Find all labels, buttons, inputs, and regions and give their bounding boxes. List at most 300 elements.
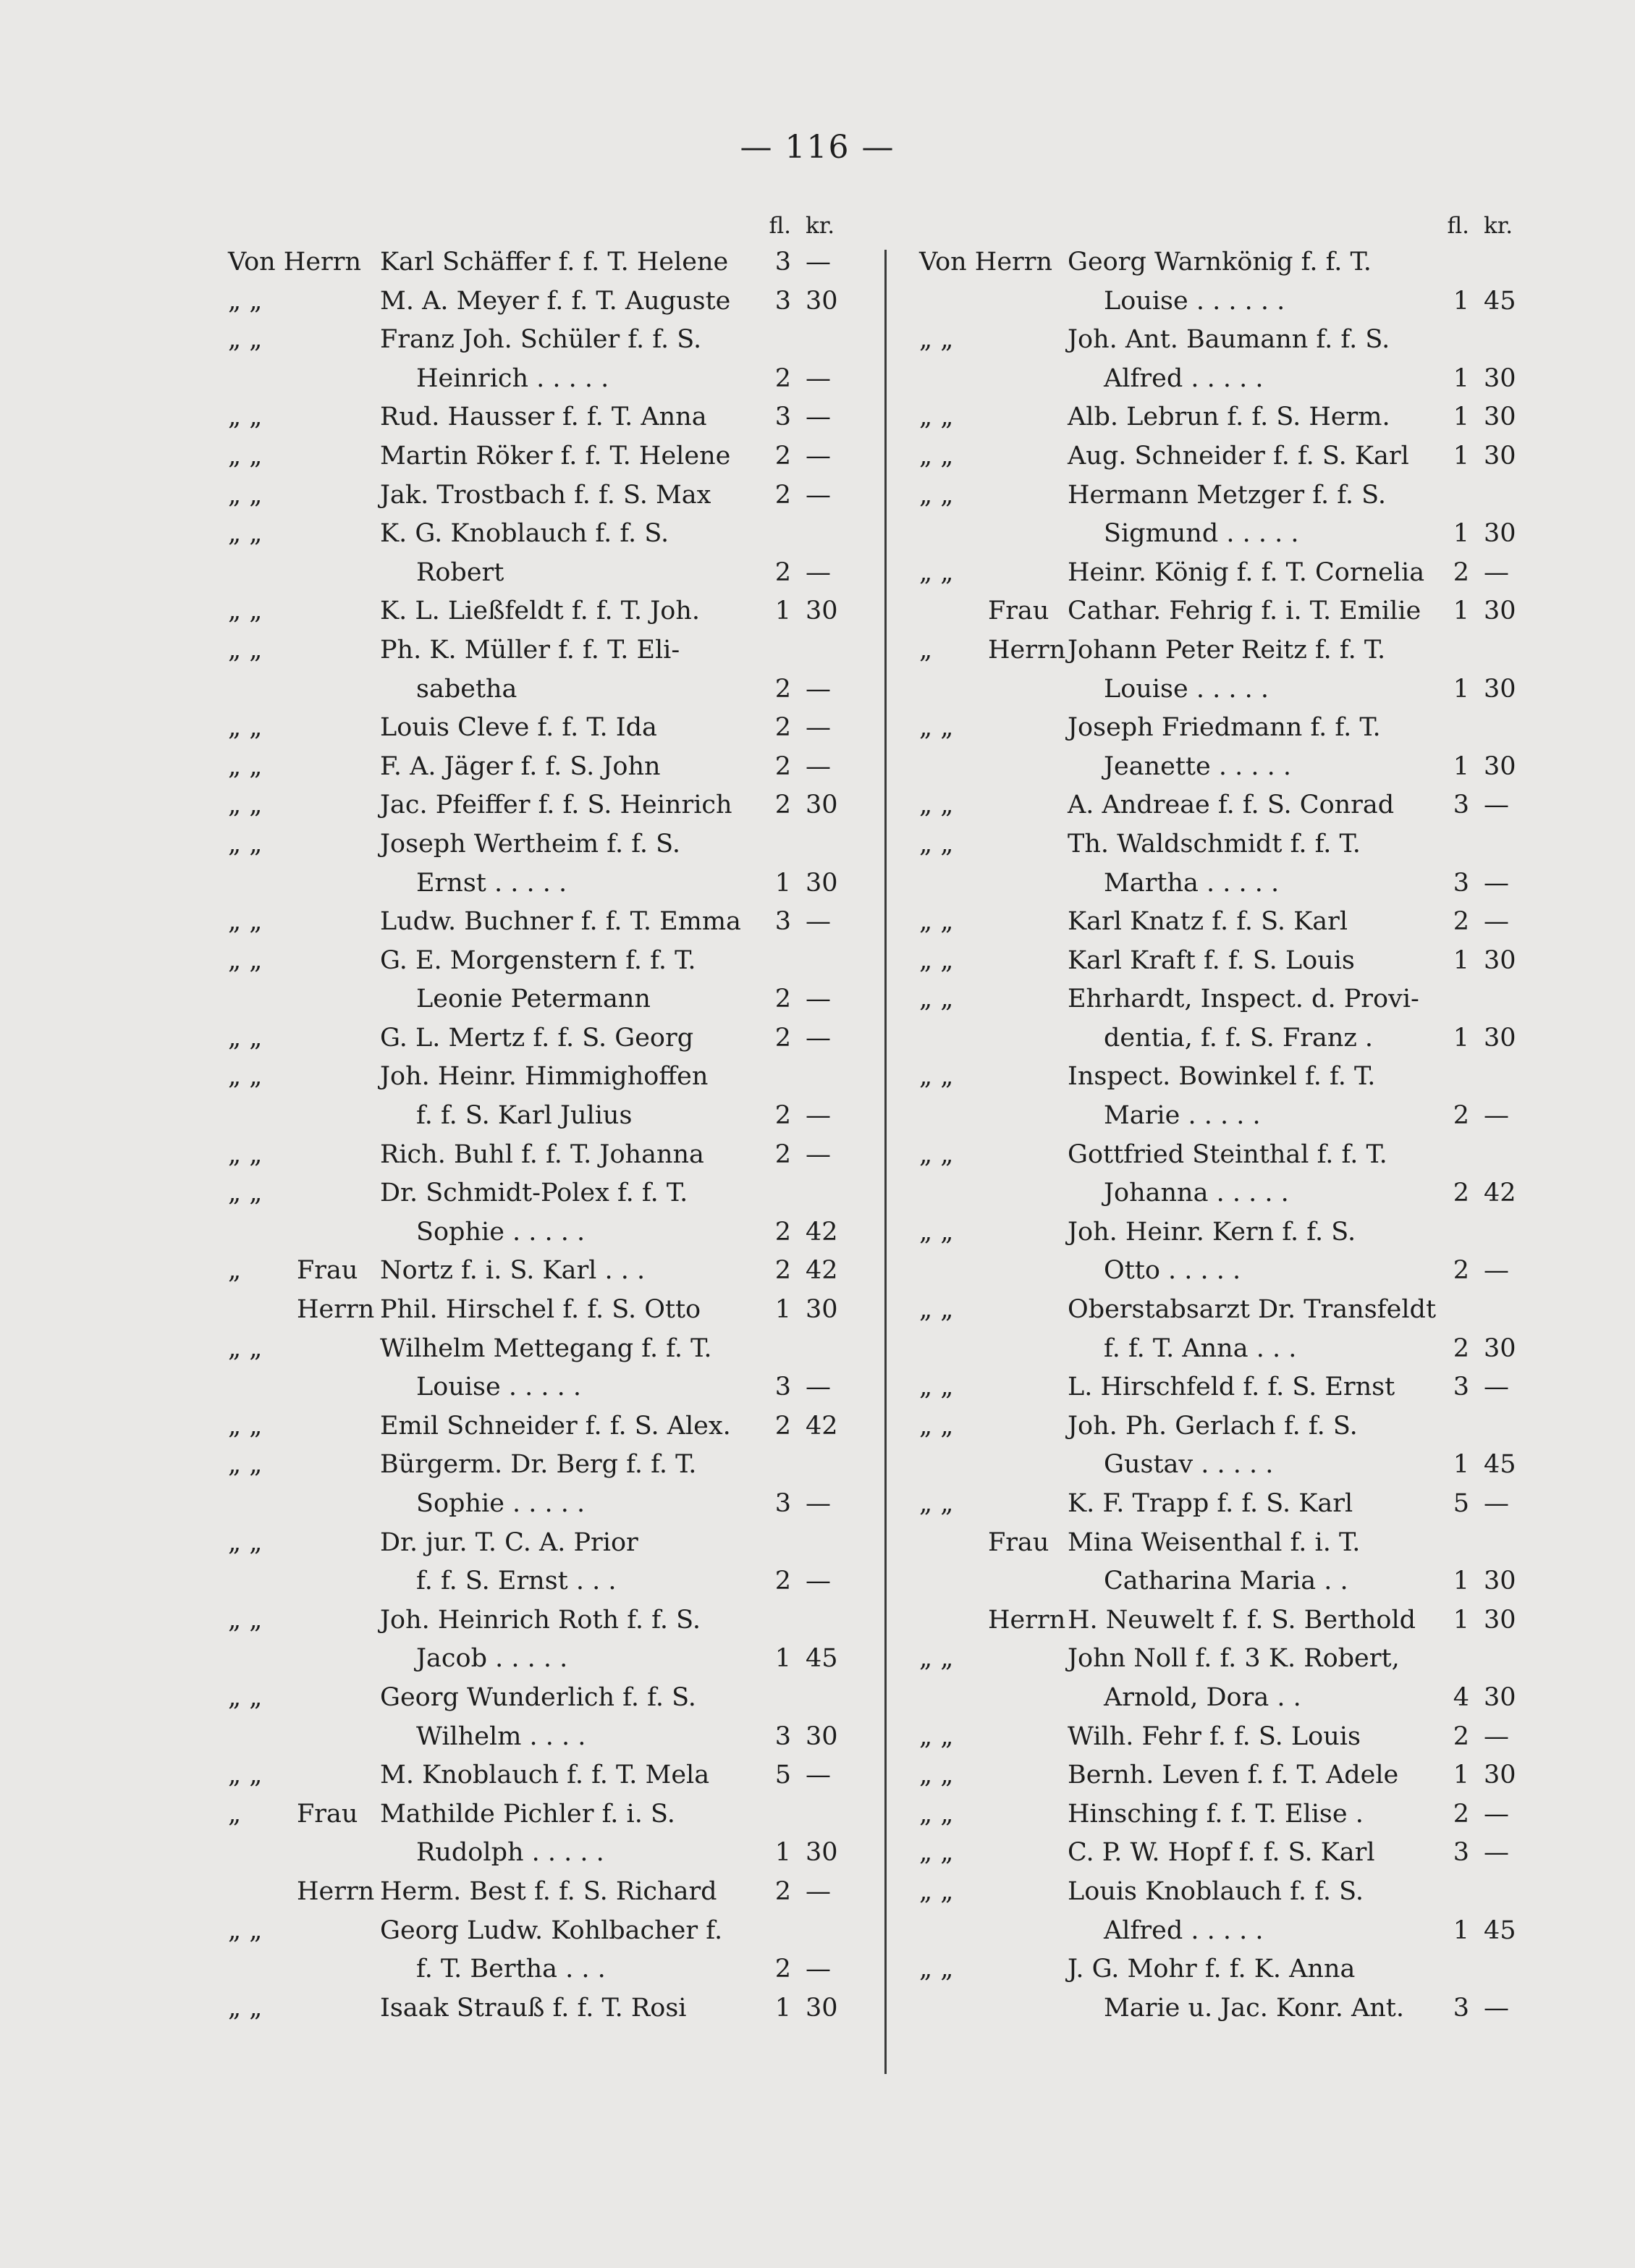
entry-prefix: „ „ (919, 1876, 954, 1906)
entry-prefix: „ „ (228, 1023, 263, 1053)
entry-florin: 1 (774, 1993, 791, 2023)
entry-row (919, 1562, 1542, 1601)
right-column (919, 210, 1542, 2028)
entry-row (228, 1718, 872, 1757)
entry-name: Joh. Heinr. Kern f. f. S. (1068, 1217, 1356, 1247)
entry-name: Nortz f. i. S. Karl . . . (380, 1256, 646, 1286)
entry-name: Gustav . . . . . (1104, 1450, 1274, 1480)
entry-row (228, 1097, 872, 1136)
left-column (228, 210, 872, 2028)
entry-name: Robert (416, 557, 504, 587)
entry-prefix: „ (228, 1799, 242, 1829)
entry-name: Herm. Best f. f. S. Richard (380, 1876, 717, 1906)
entry-name: Dr. Schmidt-Polex f. f. T. (380, 1179, 688, 1208)
entry-prefix: „ „ (228, 286, 263, 316)
entry-kreuzer: 45 (806, 1644, 838, 1674)
entry-prefix: „ „ (228, 1411, 263, 1441)
entry-row (919, 748, 1542, 787)
entry-kreuzer: 30 (1484, 751, 1516, 781)
entry-kreuzer: 30 (1484, 945, 1516, 975)
entry-name: Isaak Strauß f. f. T. Rosi (380, 1993, 687, 2023)
entry-kreuzer: — (806, 985, 831, 1014)
entry-florin: 3 (1453, 1373, 1469, 1402)
entry-name: Sophie . . . . . (416, 1489, 586, 1518)
entry-prefix: „ „ (919, 1799, 954, 1829)
entry-row (919, 360, 1542, 399)
entry-name: Bürgerm. Dr. Berg f. f. T. (380, 1450, 697, 1480)
entry-florin: 2 (1453, 1101, 1469, 1131)
entry-prefix: „ „ (228, 1179, 263, 1208)
entry-name: G. L. Mertz f. f. S. Georg (380, 1023, 694, 1053)
entry-florin: 2 (1453, 907, 1469, 937)
entry-name: Wilhelm . . . . (416, 1721, 586, 1751)
entry-row (919, 1058, 1542, 1097)
entry-kreuzer: — (1484, 1838, 1509, 1868)
entry-kreuzer: — (806, 1761, 831, 1790)
entry-row (919, 670, 1542, 709)
entry-name: dentia, f. f. S. Franz . (1104, 1023, 1374, 1053)
entry-name: Ernst . . . . . (416, 868, 567, 898)
entry-name: Emil Schneider f. f. S. Alex. (380, 1411, 731, 1441)
entry-prefix: „ „ (228, 519, 263, 549)
entry-prefix: „ „ (228, 1450, 263, 1480)
entry-row (228, 786, 872, 825)
entry-name: H. Neuwelt f. f. S. Berthold (1068, 1605, 1416, 1635)
entry-row (919, 1756, 1542, 1795)
entry-florin: 3 (774, 907, 791, 937)
entry-florin: 5 (1453, 1489, 1469, 1518)
entry-name: Johanna . . . . . (1104, 1179, 1289, 1208)
entry-florin: 2 (774, 791, 791, 820)
entry-florin: 2 (774, 985, 791, 1014)
entry-prefix: „ „ (228, 751, 263, 781)
entry-prefix: „ „ (228, 713, 263, 743)
fl-header: fl. (769, 213, 791, 239)
entry-name: M. Knoblauch f. f. T. Mela (380, 1761, 710, 1790)
entry-row (228, 1679, 872, 1718)
entry-row (919, 1601, 1542, 1640)
entry-row (919, 1640, 1542, 1679)
entry-name: Marie . . . . . (1104, 1101, 1261, 1131)
entry-row (228, 1601, 872, 1640)
entry-florin: 3 (1453, 868, 1469, 898)
entry-prefix: „ „ (228, 1682, 263, 1712)
entry-row (228, 1524, 872, 1563)
entry-name: John Noll f. f. 3 K. Robert, (1068, 1644, 1400, 1674)
entry-prefix: „ „ (919, 325, 954, 355)
entry-row (228, 709, 872, 748)
entry-row (228, 1368, 872, 1407)
entry-row (919, 1291, 1542, 1330)
entry-row (228, 321, 872, 360)
entry-prefix: „ (228, 1256, 242, 1286)
column-header (228, 210, 872, 243)
entry-florin: 1 (1453, 1605, 1469, 1635)
entry-kreuzer: 30 (806, 1838, 838, 1868)
entry-prefix: „ „ (228, 1062, 263, 1092)
entry-kreuzer: 42 (806, 1256, 838, 1286)
entry-row (919, 1019, 1542, 1058)
entry-prefix: „ „ (919, 945, 954, 975)
entry-name: Rud. Hausser f. f. T. Anna (380, 402, 707, 432)
entry-florin: 2 (774, 1411, 791, 1441)
entry-prefix: „ „ (919, 713, 954, 743)
entry-row (228, 1562, 872, 1601)
entry-prefix: „ „ (228, 1761, 263, 1790)
entry-row (228, 1252, 872, 1291)
entry-kreuzer: 45 (1484, 1450, 1516, 1480)
entry-row (919, 825, 1542, 864)
entry-row (919, 398, 1542, 437)
entry-kreuzer: — (806, 402, 831, 432)
entry-kreuzer: — (1484, 1373, 1509, 1402)
entry-name: Martha . . . . . (1104, 868, 1280, 898)
entry-florin: 2 (774, 1256, 791, 1286)
entry-florin: 2 (774, 674, 791, 704)
entry-kreuzer: — (1484, 907, 1509, 937)
entry-florin: 1 (774, 596, 791, 626)
entry-name: Johann Peter Reitz f. f. T. (1068, 635, 1386, 665)
entry-prefix: „ „ (919, 829, 954, 859)
entry-title: Frau (988, 1527, 1049, 1557)
entry-prefix: „ „ (228, 945, 263, 975)
entry-row (228, 1873, 872, 1912)
entry-florin: 2 (1453, 1799, 1469, 1829)
entry-prefix: „ „ (228, 1139, 263, 1169)
entry-kreuzer: 42 (806, 1217, 838, 1247)
entry-florin: 3 (774, 1489, 791, 1518)
entry-kreuzer: — (806, 1139, 831, 1169)
entry-row (919, 1252, 1542, 1291)
entry-row (228, 360, 872, 399)
entry-prefix: „ „ (228, 1333, 263, 1363)
entry-row (919, 1330, 1542, 1369)
entry-kreuzer: — (806, 363, 831, 393)
entry-kreuzer: — (1484, 868, 1509, 898)
entry-kreuzer: — (806, 1489, 831, 1518)
entry-prefix: „ „ (919, 1411, 954, 1441)
page-number: — 116 — (740, 129, 895, 166)
entry-row (919, 1213, 1542, 1252)
entry-prefix: „ „ (919, 1217, 954, 1247)
entry-prefix: „ „ (228, 907, 263, 937)
entry-title: Herrn (988, 635, 1066, 665)
entry-florin: 1 (774, 1295, 791, 1325)
entry-florin: 2 (774, 1101, 791, 1131)
entry-row (919, 1950, 1542, 1989)
entry-name: A. Andreae f. f. S. Conrad (1068, 791, 1395, 820)
entry-prefix: Von Herrn (228, 248, 362, 277)
entry-prefix: „ „ (228, 596, 263, 626)
entry-name: Joh. Ph. Gerlach f. f. S. (1068, 1411, 1358, 1441)
right-entries (919, 243, 1542, 2028)
entry-kreuzer: 30 (806, 1721, 838, 1751)
entry-title: Herrn (988, 1605, 1066, 1635)
entry-florin: 2 (774, 713, 791, 743)
entry-row (919, 786, 1542, 825)
entry-florin: 3 (774, 1373, 791, 1402)
entry-name: Jak. Trostbach f. f. S. Max (380, 480, 711, 510)
entry-name: Heinrich . . . . . (416, 363, 609, 393)
entry-row (919, 942, 1542, 981)
entry-kreuzer: — (806, 674, 831, 704)
entry-name: Jacob . . . . . (416, 1644, 568, 1674)
entry-row (919, 321, 1542, 360)
entry-florin: 3 (774, 402, 791, 432)
entry-prefix: „ „ (228, 635, 263, 665)
entry-name: Aug. Schneider f. f. S. Karl (1068, 441, 1409, 471)
entry-kreuzer: — (1484, 1799, 1509, 1829)
entry-prefix: „ „ (228, 1527, 263, 1557)
entry-kreuzer: 30 (806, 596, 838, 626)
entry-name: Georg Warnkönig f. f. T. (1068, 248, 1372, 277)
entry-prefix: „ „ (919, 1489, 954, 1518)
entry-kreuzer: — (806, 907, 831, 937)
entry-prefix: „ „ (919, 1139, 954, 1169)
entry-name: Sophie . . . . . (416, 1217, 586, 1247)
entry-prefix: „ „ (228, 791, 263, 820)
entry-row (228, 1136, 872, 1175)
entry-florin: 1 (1453, 441, 1469, 471)
entry-name: f. f. S. Karl Julius (416, 1101, 633, 1131)
entry-kreuzer: — (806, 480, 831, 510)
entry-kreuzer: — (1484, 1256, 1509, 1286)
entry-name: Heinr. König f. f. T. Cornelia (1068, 557, 1425, 587)
entry-name: Alfred . . . . . (1104, 1915, 1264, 1945)
entry-row (228, 1330, 872, 1369)
entry-kreuzer: 30 (806, 286, 838, 316)
entry-florin: 2 (1453, 1721, 1469, 1751)
entry-row (228, 1446, 872, 1485)
entry-title: Herrn (297, 1295, 375, 1325)
entry-florin: 1 (1453, 402, 1469, 432)
entry-row (919, 1136, 1542, 1175)
entry-name: Gottfried Steinthal f. f. T. (1068, 1139, 1387, 1169)
entry-kreuzer: — (1484, 1489, 1509, 1518)
entry-kreuzer: — (806, 1955, 831, 1984)
entry-kreuzer: — (806, 1876, 831, 1906)
entry-kreuzer: — (1484, 1993, 1509, 2023)
entry-florin: 2 (774, 1217, 791, 1247)
entry-row (228, 1291, 872, 1330)
entry-prefix: Von Herrn (919, 248, 1053, 277)
entry-kreuzer: 30 (1484, 1761, 1516, 1790)
entry-row (228, 243, 872, 282)
entry-prefix: „ „ (919, 557, 954, 587)
entry-florin: 2 (1453, 1179, 1469, 1208)
entry-kreuzer: 30 (806, 1295, 838, 1325)
entry-name: Hermann Metzger f. f. S. (1068, 480, 1387, 510)
entry-title: Herrn (297, 1876, 375, 1906)
entry-prefix: „ „ (919, 441, 954, 471)
entry-row (919, 903, 1542, 942)
entry-row (228, 903, 872, 942)
entry-florin: 1 (1453, 1450, 1469, 1480)
entry-florin: 1 (1453, 945, 1469, 975)
entry-row (919, 282, 1542, 321)
entry-kreuzer: — (806, 713, 831, 743)
entry-row (919, 1795, 1542, 1834)
entry-row (228, 1019, 872, 1058)
entry-title: Frau (988, 596, 1049, 626)
entry-name: K. F. Trapp f. f. S. Karl (1068, 1489, 1353, 1518)
entry-prefix: „ „ (228, 1605, 263, 1635)
entry-name: Bernh. Leven f. f. T. Adele (1068, 1761, 1399, 1790)
entry-florin: 2 (774, 480, 791, 510)
entry-name: sabetha (416, 674, 517, 704)
entry-name: Jeanette . . . . . (1104, 751, 1291, 781)
entry-row (228, 1213, 872, 1252)
entry-row (919, 1912, 1542, 1951)
entry-row (228, 1485, 872, 1524)
entry-name: C. P. W. Hopf f. f. S. Karl (1068, 1838, 1375, 1868)
entry-prefix: „ (919, 635, 933, 665)
entry-row (919, 515, 1542, 554)
entry-kreuzer: — (806, 557, 831, 587)
entry-row (228, 1795, 872, 1834)
entry-name: Th. Waldschmidt f. f. T. (1068, 829, 1361, 859)
entry-name: K. L. Ließfeldt f. f. T. Joh. (380, 596, 701, 626)
entry-name: M. A. Meyer f. f. T. Auguste (380, 286, 731, 316)
entry-kreuzer: — (806, 248, 831, 277)
entry-kreuzer: 30 (1484, 1333, 1516, 1363)
entry-kreuzer: 42 (806, 1411, 838, 1441)
entry-row (919, 1679, 1542, 1718)
entry-prefix: „ „ (919, 907, 954, 937)
entry-name: Dr. jur. T. C. A. Prior (380, 1527, 638, 1557)
entry-kreuzer: — (1484, 1721, 1509, 1751)
entry-name: Joseph Friedmann f. f. T. (1068, 713, 1381, 743)
entry-florin: 1 (1453, 363, 1469, 393)
entry-row (228, 1640, 872, 1679)
entry-name: Wilhelm Mettegang f. f. T. (380, 1333, 712, 1363)
entry-prefix: „ „ (228, 325, 263, 355)
entry-kreuzer: 30 (1484, 402, 1516, 432)
entry-florin: 5 (774, 1761, 791, 1790)
entry-row (919, 476, 1542, 515)
entry-name: Ehrhardt, Inspect. d. Provi- (1068, 985, 1419, 1014)
left-entries (228, 243, 872, 2028)
entry-kreuzer: 30 (806, 1993, 838, 2023)
entry-florin: 1 (1453, 519, 1469, 549)
entry-name: Arnold, Dora . . (1104, 1682, 1301, 1712)
entry-row (919, 631, 1542, 670)
entry-row (919, 1718, 1542, 1757)
entry-kreuzer: 30 (1484, 363, 1516, 393)
entry-florin: 2 (774, 1955, 791, 1984)
entry-row (228, 942, 872, 981)
entry-kreuzer: 45 (1484, 1915, 1516, 1945)
entry-row (228, 437, 872, 476)
entry-kreuzer: 45 (1484, 286, 1516, 316)
entry-prefix: „ „ (919, 1721, 954, 1751)
entry-florin: 3 (1453, 791, 1469, 820)
entry-row (919, 1446, 1542, 1485)
entry-name: K. G. Knoblauch f. f. S. (380, 519, 669, 549)
entry-florin: 1 (1453, 1023, 1469, 1053)
entry-name: Louis Cleve f. f. T. Ida (380, 713, 657, 743)
entry-kreuzer: 42 (1484, 1179, 1516, 1208)
entry-row (228, 748, 872, 787)
entry-florin: 2 (1453, 557, 1469, 587)
entry-name: Louis Knoblauch f. f. S. (1068, 1876, 1364, 1906)
entry-row (228, 592, 872, 631)
entry-prefix: „ „ (228, 441, 263, 471)
entry-name: Joh. Ant. Baumann f. f. S. (1068, 325, 1390, 355)
entry-kreuzer: 30 (1484, 596, 1516, 626)
entry-name: Wilh. Fehr f. f. S. Louis (1068, 1721, 1361, 1751)
entry-florin: 2 (774, 1567, 791, 1596)
entry-kreuzer: — (1484, 1101, 1509, 1131)
entry-name: Karl Schäffer f. f. T. Helene (380, 248, 729, 277)
entry-florin: 2 (774, 1139, 791, 1169)
entry-name: Sigmund . . . . . (1104, 519, 1299, 549)
entry-name: Georg Ludw. Kohlbacher f. (380, 1915, 723, 1945)
entry-kreuzer: — (1484, 557, 1509, 587)
entry-row (228, 476, 872, 515)
entry-name: Ludw. Buchner f. f. T. Emma (380, 907, 741, 937)
entry-row (228, 1950, 872, 1989)
entry-kreuzer: — (806, 1567, 831, 1596)
entry-row (228, 1912, 872, 1951)
entry-prefix: „ „ (919, 985, 954, 1014)
entry-prefix: „ „ (228, 1993, 263, 2023)
entry-prefix: „ „ (919, 791, 954, 820)
entry-row (228, 1989, 872, 2028)
entry-name: Rudolph . . . . . (416, 1838, 604, 1868)
entry-name: Mathilde Pichler f. i. S. (380, 1799, 675, 1829)
entry-florin: 1 (774, 868, 791, 898)
entry-kreuzer: 30 (1484, 1682, 1516, 1712)
entry-name: G. E. Morgenstern f. f. T. (380, 945, 696, 975)
entry-row (919, 1174, 1542, 1213)
entry-florin: 4 (1453, 1682, 1469, 1712)
entry-kreuzer: — (1484, 791, 1509, 820)
entry-prefix: „ „ (919, 1062, 954, 1092)
entry-name: Inspect. Bowinkel f. f. T. (1068, 1062, 1376, 1092)
entry-kreuzer: 30 (1484, 1023, 1516, 1053)
entry-florin: 2 (774, 751, 791, 781)
entry-name: Cathar. Fehrig f. i. T. Emilie (1068, 596, 1421, 626)
entry-florin: 3 (1453, 1993, 1469, 2023)
column-header (919, 210, 1542, 243)
entry-prefix: „ „ (919, 1838, 954, 1868)
entry-name: F. A. Jäger f. f. S. John (380, 751, 661, 781)
entry-kreuzer: — (806, 1023, 831, 1053)
entry-florin: 3 (774, 286, 791, 316)
entry-row (919, 980, 1542, 1019)
entry-row (228, 282, 872, 321)
entry-name: Joh. Heinr. Himmighoffen (380, 1062, 709, 1092)
entry-florin: 1 (774, 1838, 791, 1868)
entry-row (228, 825, 872, 864)
entry-name: Louise . . . . . . (1104, 286, 1285, 316)
entry-florin: 1 (1453, 1761, 1469, 1790)
entry-row (228, 1174, 872, 1213)
entry-name: Alfred . . . . . (1104, 363, 1264, 393)
entry-row (919, 709, 1542, 748)
fl-header: fl. (1447, 213, 1469, 239)
entry-prefix: „ „ (919, 1295, 954, 1325)
entry-row (228, 670, 872, 709)
entry-row (228, 515, 872, 554)
entry-row (919, 437, 1542, 476)
entry-name: J. G. Mohr f. f. K. Anna (1068, 1955, 1356, 1984)
entry-florin: 1 (1453, 596, 1469, 626)
entry-florin: 3 (1453, 1838, 1469, 1868)
entry-row (919, 864, 1542, 903)
entry-name: Jac. Pfeiffer f. f. S. Heinrich (380, 791, 732, 820)
